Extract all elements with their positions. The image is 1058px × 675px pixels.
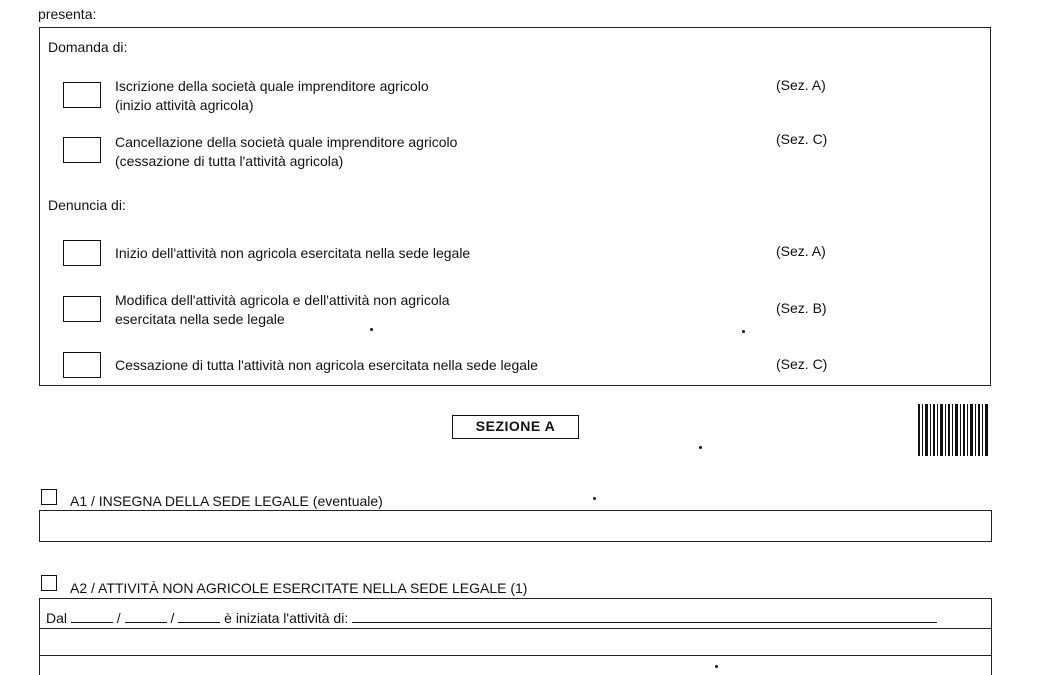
modifica-line1: Modifica dell'attività agricola e dell'attività non agricola (115, 292, 450, 308)
a2-dal-row (46, 610, 937, 626)
sez-inizio-non-agricola: (Sez. A) (776, 243, 826, 259)
iniziata-label: è iniziata l'attività di: (224, 610, 349, 626)
checkbox-a1[interactable] (41, 489, 57, 505)
checkbox-cessazione-non-agricola[interactable] (63, 352, 101, 378)
sez-cessazione-non-agricola: (Sez. C) (776, 356, 828, 372)
checkbox-modifica[interactable] (63, 296, 101, 322)
dal-day-input[interactable] (71, 610, 113, 623)
dal-year-input[interactable] (178, 610, 220, 623)
date-sep-2: / (170, 610, 175, 626)
section-title: SEZIONE A (452, 415, 579, 439)
a2-row-divider-2 (39, 655, 992, 656)
checkbox-iscrizione[interactable] (63, 82, 101, 108)
attivita-input[interactable] (352, 610, 937, 623)
checkbox-inizio-non-agricola[interactable] (63, 240, 101, 266)
a2-row-divider-1 (39, 628, 992, 629)
date-sep-1: / (116, 610, 121, 626)
denuncia-heading: Denuncia di: (48, 197, 126, 213)
scan-speck (715, 665, 718, 668)
scan-speck (699, 446, 702, 449)
cessazione-non-agricola-line1: Cessazione di tutta l'attività non agricola esercitata nella sede legale (115, 357, 538, 373)
sez-cancellazione: (Sez. C) (776, 131, 828, 147)
checkbox-cancellazione[interactable] (63, 137, 101, 163)
a2-label: A2 / ATTIVITÀ NON AGRICOLE ESERCITATE NELLA SEDE LEGALE (1) (70, 580, 528, 596)
a1-insegna-input[interactable] (39, 510, 992, 542)
cancellazione-line2: (cessazione di tutta l'attività agricola) (115, 153, 344, 169)
barcode-icon (918, 404, 988, 456)
intro-text: presenta: (38, 6, 97, 22)
inizio-non-agricola-line1: Inizio dell'attività non agricola esercitata nella sede legale (115, 245, 471, 261)
a1-label: A1 / INSEGNA DELLA SEDE LEGALE (eventuale) (70, 493, 383, 509)
domanda-heading: Domanda di: (48, 39, 128, 55)
scan-speck (370, 328, 373, 331)
iscrizione-line1: Iscrizione della società quale imprenditore agricolo (115, 78, 429, 94)
sez-iscrizione: (Sez. A) (776, 77, 826, 93)
iscrizione-line2: (inizio attività agricola) (115, 97, 254, 113)
scan-speck (593, 497, 596, 500)
dal-label: Dal (46, 610, 68, 626)
dal-month-input[interactable] (125, 610, 167, 623)
cancellazione-line1: Cancellazione della società quale imprenditore agricolo (115, 134, 458, 150)
scan-speck (742, 330, 745, 333)
checkbox-a2[interactable] (41, 575, 57, 591)
sez-modifica: (Sez. B) (776, 300, 827, 316)
modifica-line2: esercitata nella sede legale (115, 311, 285, 327)
